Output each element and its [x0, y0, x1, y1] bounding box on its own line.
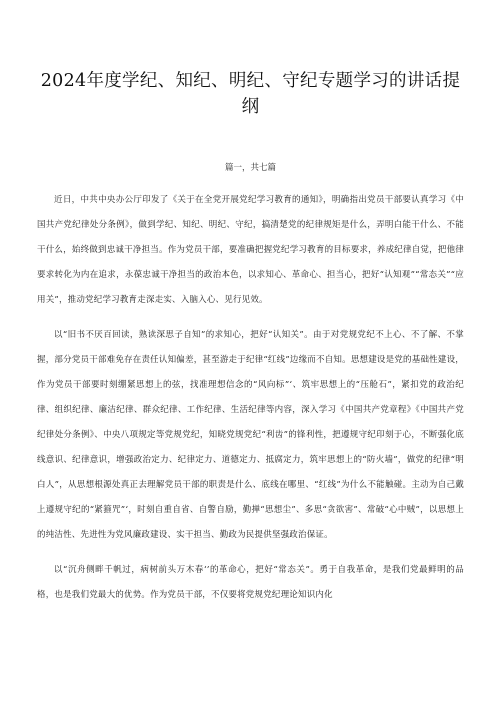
section-heading: 篇一，共七篇: [224, 163, 276, 173]
body-paragraph-2: 以“旧书不厌百回读，熟读深思子自知”的求知心，把好“认知关”。由于对党规党纪不上心、不了解、不掌握，部分党员干部难免存在责任认知偏差，甚至游走于纪律“红线”边缘而不自知。思想建设是党的基础性建设，作为党员干部要时刻绷紧思想上的弦，找准理想信念的“风向标”‘、筑牢思想上的“压舱石”，紧扣党的政治纪律、组织纪律、廉洁纪律、群众纪律、工作纪律、生活纪律等内容，深入学习《中国共产党章程》《中国共产党纪律处分条例》、中央八项规定等党规党纪，知晓党规党纪“利齿”的锋利性，把遵规守纪印刻于心，不断强化底线意识、纪律意识，增强政治定力、纪律定力、道德定力、抵腐定力，筑牢思想上的“防火墙”，做党的纪律“明白人”，从思想根源处真正去理解党员干部的职责是什么、底线在哪里、“红线”为什么不能触碰。主动为自己戴上遵规守纪的“紧箍咒”‘，时刻自重自省、自警自励，勤掸“思想尘”、多思“贪欲害”、常破“心中贼”，以思想上的纯洁性、先进性为党风廉政建设、实干担当、勤政为民提供坚强政治保证。: [37, 330, 464, 540]
document-title: 2024年度学纪、知纪、明纪、守纪专题学习的讲话提纲: [40, 71, 461, 117]
body-paragraph-3: 以“沉舟侧畔千帆过，病树前头万木春‘’的革命心，把好“常态关”。勇于自我革命，是我们党最鲜明的品格，也是我们党最大的优势。作为党员干部，不仅要将党规党纪理论知识内化: [37, 565, 464, 600]
body-paragraph-1: 近日，中共中央办公厅印发了《关于在全党开展党纪学习教育的通知》，明确指出党员干部要认真学习《中国共产党纪律处分条例》，做到学纪、知纪、明纪、守纪，搞清楚党的纪律规矩是什么，弄明白能干什么、不能干什么，始终做到忠诚干净担当。作为党员干部，要准确把握党纪学习教育的目标要求，养成纪律自觉，把他律要求转化为内在追求，永葆忠诚干净担当的政治本色，以求知心、革命心、担当心，把好“认知观”“常态关”“应用关”，推动党纪学习教育走深走实、入脑入心、见行见效。: [37, 195, 464, 305]
